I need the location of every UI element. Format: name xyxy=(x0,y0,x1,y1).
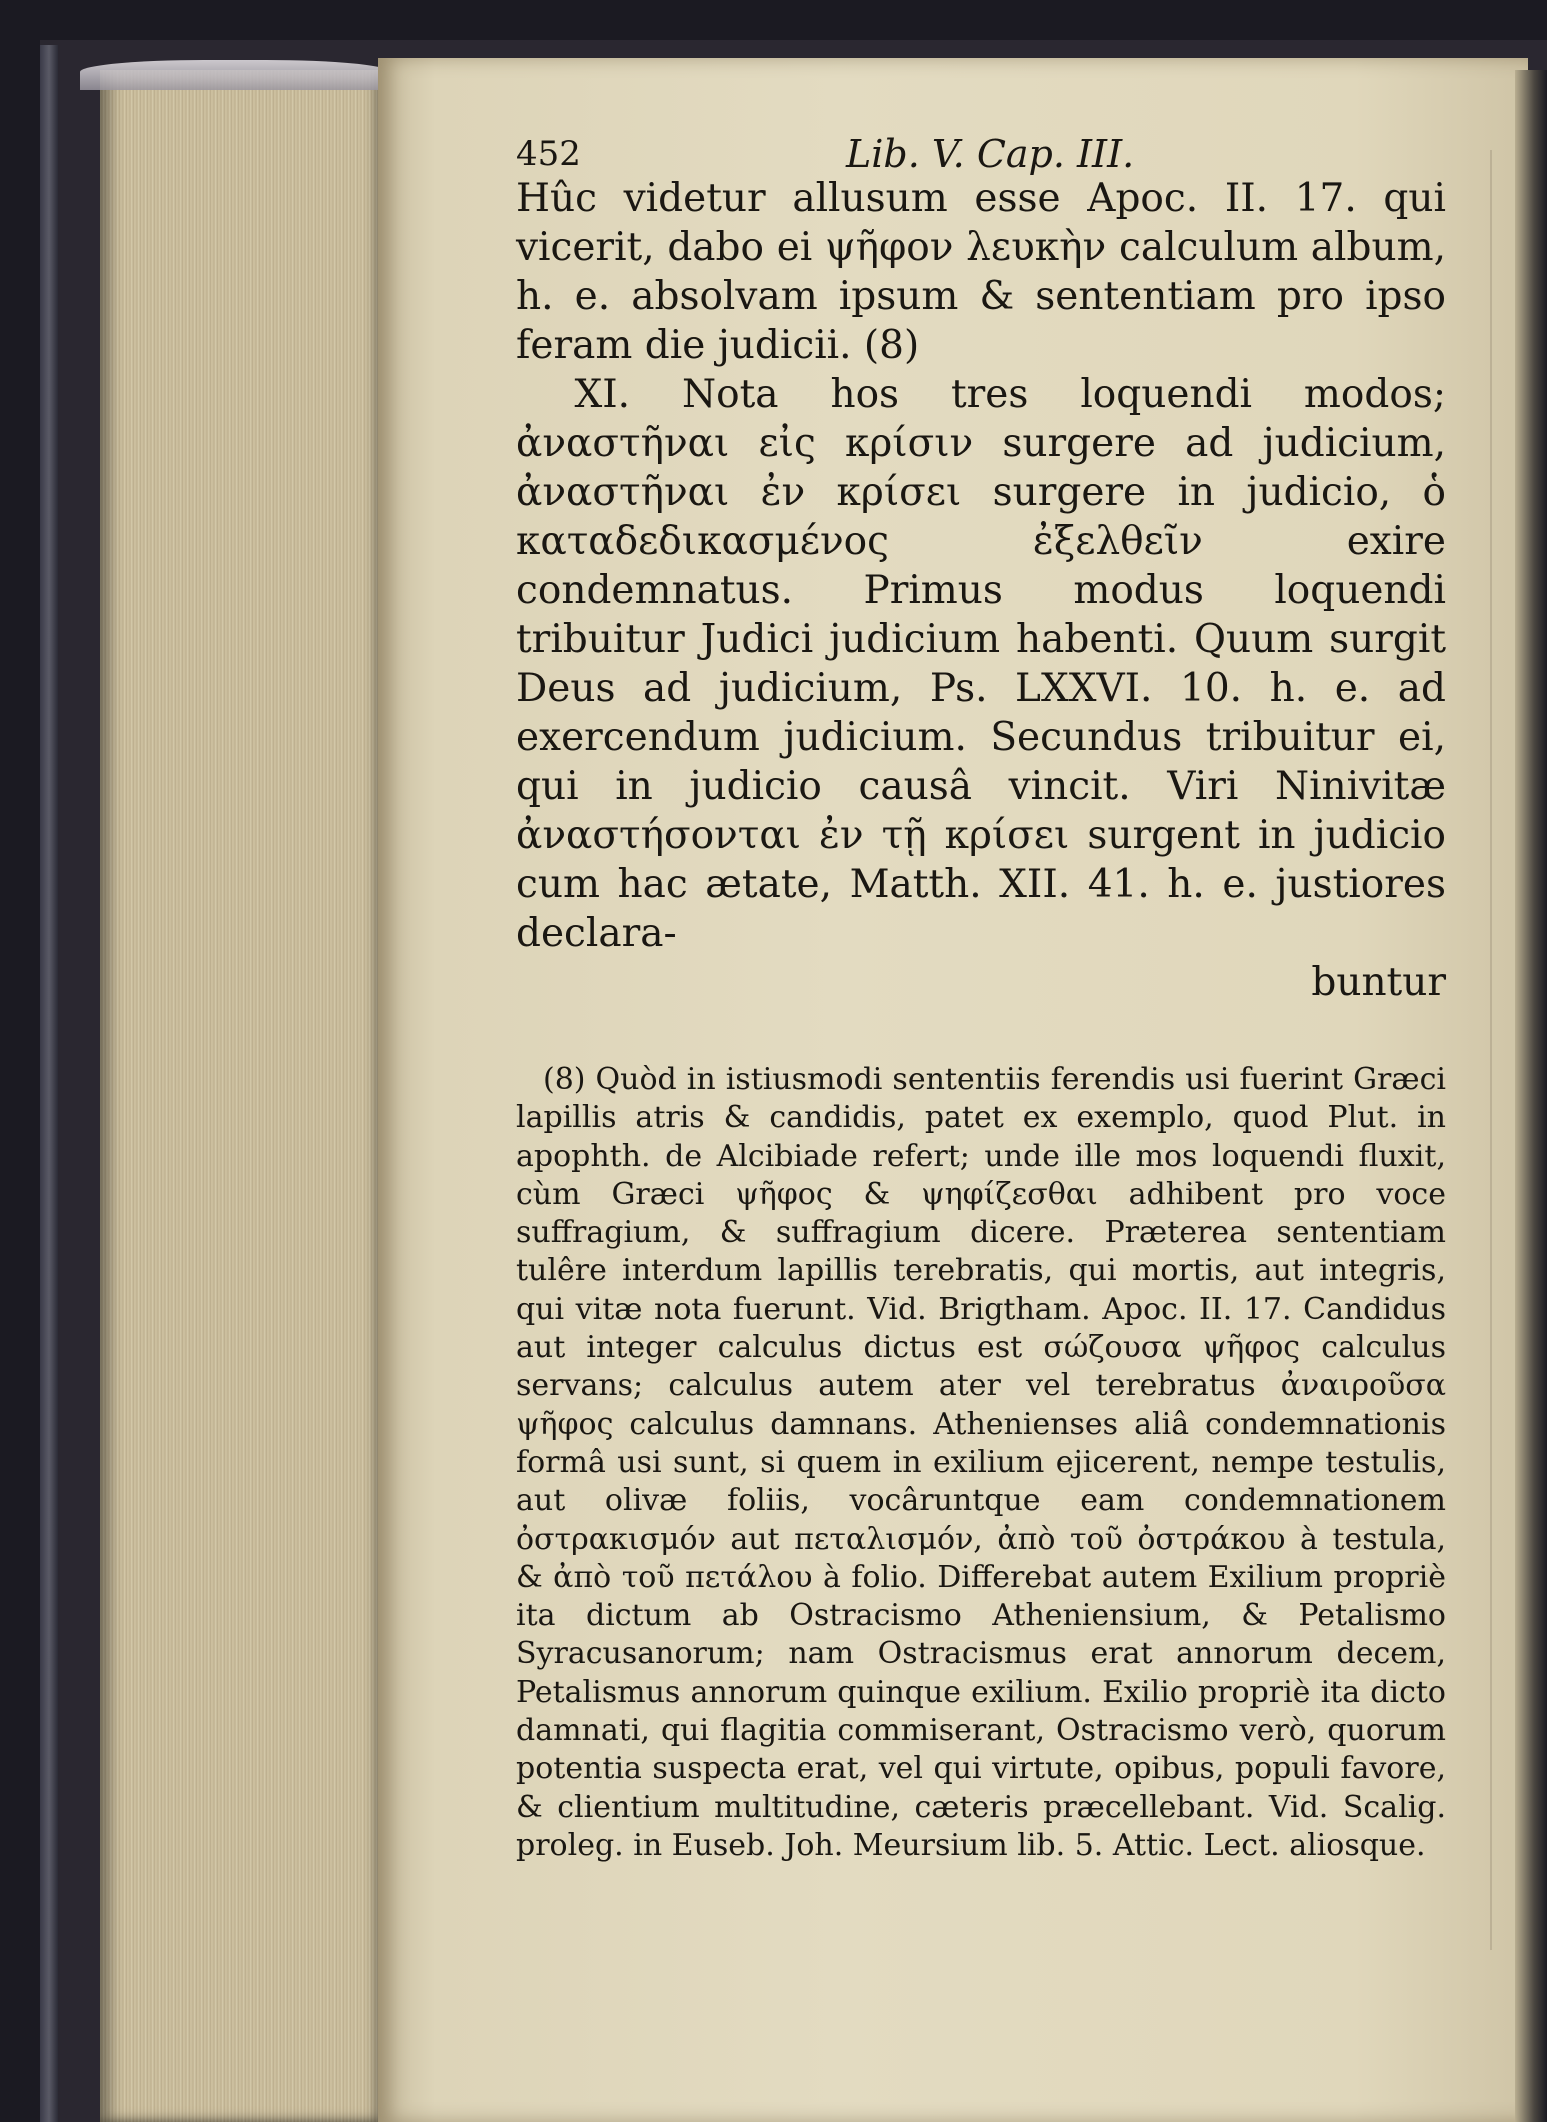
book-cover-edge xyxy=(40,45,58,2122)
footnote xyxy=(516,1061,1446,1865)
footnote-text: (8) Quòd in istiusmodi sententiis ferendis usi fuerint Græci lapillis atris & candidis, patet ex exemplo, quod Plut. in apophth. de Alcibiade refert; unde ille mos loquendi fluxit, cùm Græci ψῆφος & ψηφίζεσθαι adhibent pro voce suffragium, & suffragium dicere. Præterea sententiam tulêre interdum lapillis terebratis, qui mortis, aut integris, qui vitæ nota fuerunt. Vid. Brigtham. Apoc. II. 17. Candidus aut integer calculus dictus est σώζουσα ψῆφος calculus servans; calculus autem ater vel terebratus ἀναιροῦσα ψῆφος calculus damnans. Athenienses aliâ condemnationis formâ usi sunt, si quem in exilium ejicerent, nempe testulis, aut olivæ foliis, vocâruntque eam condemnationem ὀστρακισμόν aut πεταλισμόν, ἀπὸ τοῦ ὀστράκου à testula, & ἀπὸ τοῦ πετάλου à folio. Differebat autem Exilium propriè ita dictum ab Ostracismo Atheniensium, & Petalismo Syracusanorum; nam Ostracismus erat annorum decem, Petalismus annorum quinque exilium. Exilio propriè ita dicto damnati, qui flagitia commiserant, Ostracismo verò, quorum potentia suspecta erat, vel qui virtute, opibus, populi favore, & clientium multitudine, cæteris præcellebant. Vid. Scalig. proleg. in Euseb. Joh. Meursium lib. 5. Attic. Lect. aliosque. xyxy=(516,1062,1446,1863)
page-text xyxy=(516,110,1446,1865)
page-number: 452 xyxy=(516,134,581,174)
page-block-top xyxy=(80,60,390,90)
page-block-edge xyxy=(100,70,380,2122)
paragraph-2: XI. Nota hos tres loquendi modos; ἀναστῆναι εἰς κρίσιν surgere ad judicium, ἀναστῆναι ἐν κρίσει surgere in judicio, ὁ καταδεδικασμένος ἐξελθεῖν exire condemnatus. Primus modus loquendi tribuitur Judici judicium habenti. Quum surgit Deus ad judicium, Ps. LXXVI. 10. h. e. ad exercendum judicium. Secundus tribuitur ei, qui in judicio causâ vincit. Viri Ninivitæ ἀναστήσονται ἐν τῇ κρίσει surgent in judicio cum hac ætate, Matth. XII. 41. h. e. justiores declara- xyxy=(516,372,1446,956)
paragraph-1: Hûc videtur allusum esse Apoc. II. 17. qui vicerit, dabo ei ψῆφον λευκὴν calculum album, h. e. absolvam ipsum & sententiam pro ipso feram die judicii. (8) xyxy=(516,176,1446,368)
page-fold-shadow xyxy=(1490,150,1492,1950)
paragraph-2-continuation: buntur xyxy=(1311,960,1446,1005)
page-gutter xyxy=(1515,70,1547,2122)
running-head: Lib. V. Cap. III. xyxy=(846,132,1135,176)
page-header xyxy=(516,110,1446,174)
main-text xyxy=(516,174,1446,1007)
